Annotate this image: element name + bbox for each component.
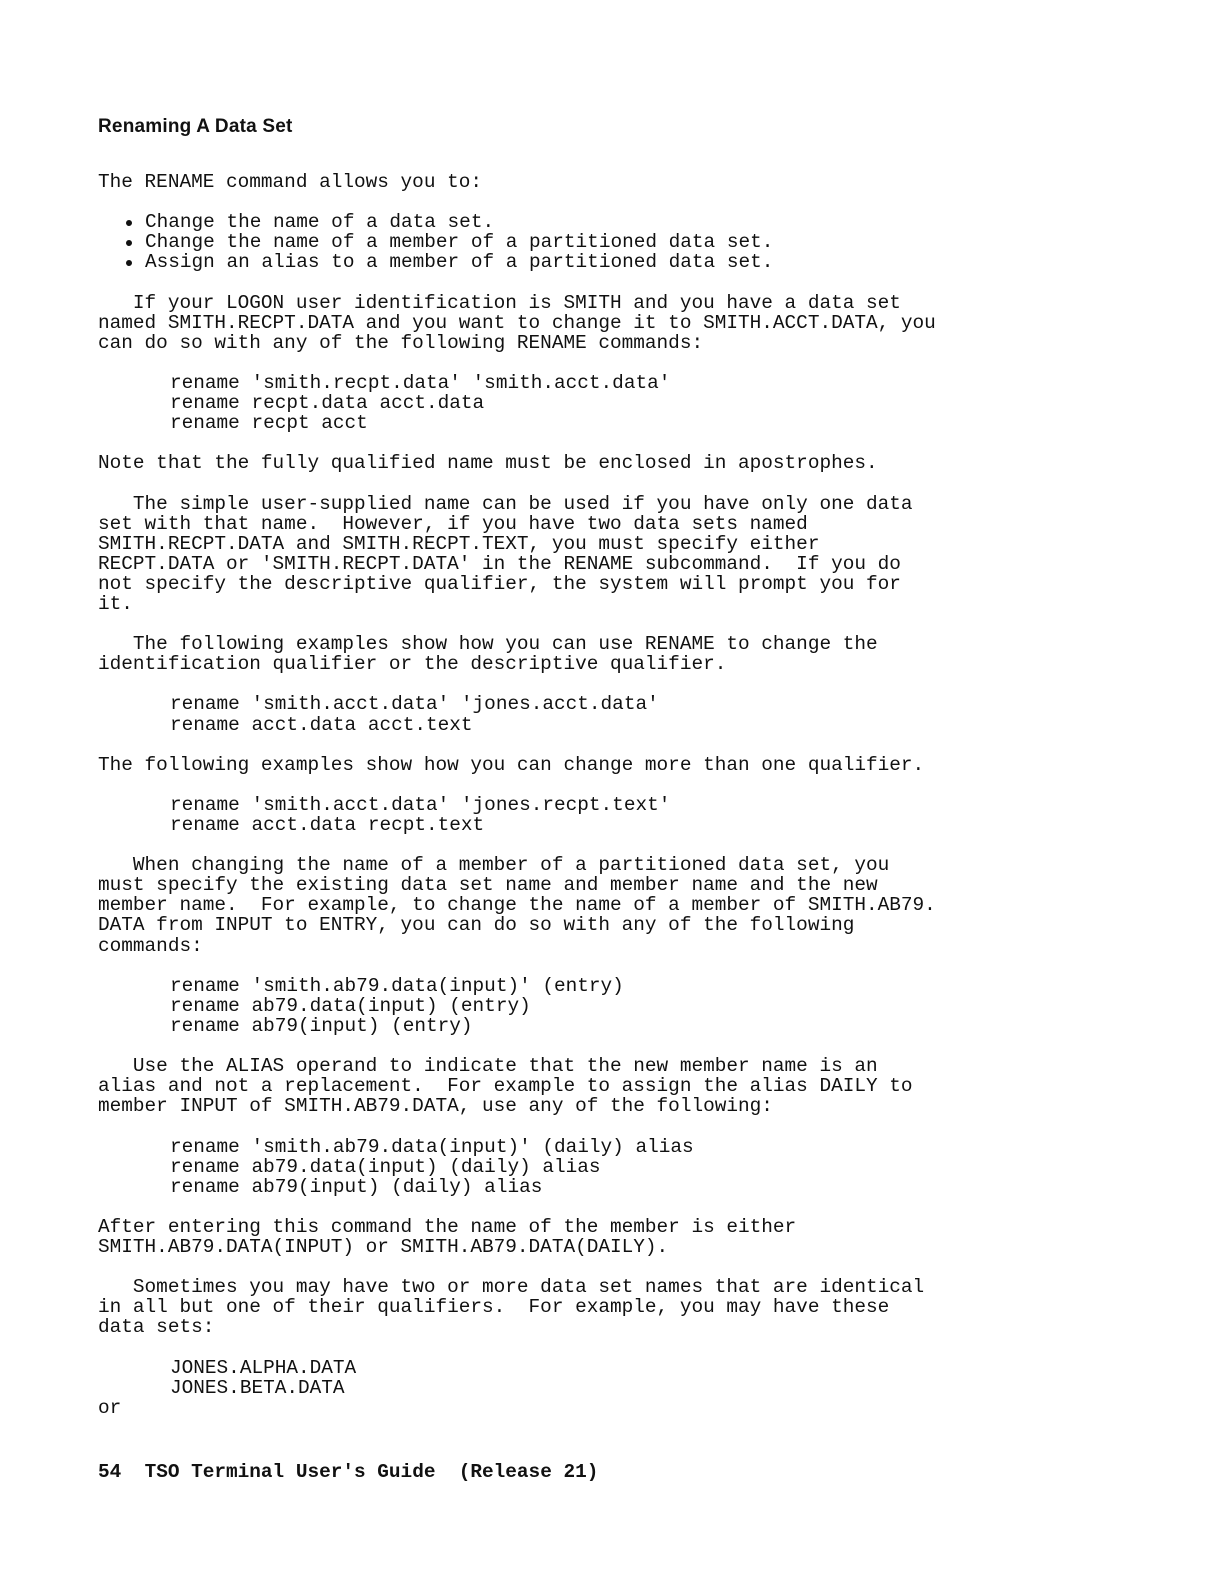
paragraph-line: SMITH.RECPT.DATA and SMITH.RECPT.TEXT, you must specify either bbox=[98, 532, 820, 555]
paragraph-line: Sometimes you may have two or more data set names that are identical bbox=[98, 1276, 925, 1299]
bullet-item: Change the name of a member of a partitioned data set. bbox=[98, 232, 1178, 252]
paragraph-line: member name. For example, to change the name of a member of SMITH.AB79. bbox=[98, 894, 936, 917]
paragraph-line: When changing the name of a member of a partitioned data set, you bbox=[98, 854, 890, 877]
page-number: 54 bbox=[98, 1461, 122, 1483]
paragraph-line: alias and not a replacement. For example to assign the alias DAILY to bbox=[98, 1075, 913, 1098]
bullet-item: Change the name of a data set. bbox=[98, 212, 1178, 232]
code-line: rename 'smith.acct.data' 'jones.recpt.text' bbox=[170, 793, 671, 816]
paragraph-line: SMITH.AB79.DATA(INPUT) or SMITH.AB79.DATA(DAILY). bbox=[98, 1235, 669, 1258]
paragraph bbox=[98, 1217, 1178, 1257]
code-line: rename ab79.data(input) (daily) alias bbox=[170, 1155, 601, 1178]
code-line: rename acct.data acct.text bbox=[170, 713, 473, 736]
paragraph-line: DATA from INPUT to ENTRY, you can do so with any of the following bbox=[98, 914, 855, 937]
paragraph-line: can do so with any of the following RENAME commands: bbox=[98, 331, 704, 354]
paragraph bbox=[98, 494, 1178, 615]
code-line: rename 'smith.acct.data' 'jones.acct.data' bbox=[170, 693, 659, 716]
code-line: rename 'smith.ab79.data(input)' (daily) alias bbox=[170, 1135, 694, 1158]
paragraph bbox=[98, 1277, 1178, 1337]
code-example bbox=[98, 1137, 1178, 1197]
trailing-text: or bbox=[98, 1396, 122, 1419]
paragraph-line: If your LOGON user identification is SMITH and you have a data set bbox=[98, 291, 901, 314]
paragraph-line: commands: bbox=[98, 934, 203, 957]
code-line: rename ab79(input) (entry) bbox=[170, 1014, 473, 1037]
bullet-item: Assign an alias to a member of a partitioned data set. bbox=[98, 252, 1178, 272]
note-text: Note that the fully qualified name must be enclosed in apostrophes. bbox=[98, 452, 878, 475]
code-line: rename 'smith.recpt.data' 'smith.acct.data' bbox=[170, 371, 671, 394]
code-line: JONES.BETA.DATA bbox=[170, 1376, 345, 1399]
intro-text: The RENAME command allows you to: bbox=[98, 171, 482, 193]
paragraph-line: After entering this command the name of the member is either bbox=[98, 1215, 797, 1238]
paragraph-line: not specify the descriptive qualifier, the system will prompt you for bbox=[98, 572, 901, 595]
code-example bbox=[98, 795, 1178, 835]
code-line: rename recpt acct bbox=[170, 412, 368, 435]
paragraph-line: The simple user-supplied name can be used if you have only one data bbox=[98, 492, 913, 515]
paragraph-line: it. bbox=[98, 592, 133, 615]
section-heading: Renaming A Data Set bbox=[98, 116, 293, 137]
paragraph-line: in all but one of their qualifiers. For example, you may have these bbox=[98, 1296, 890, 1319]
paragraph bbox=[98, 1056, 1178, 1116]
paragraph-line: data sets: bbox=[98, 1316, 215, 1339]
page-footer bbox=[98, 1461, 598, 1483]
code-line: rename acct.data recpt.text bbox=[170, 814, 485, 836]
paragraph-line: Use the ALIAS operand to indicate that the new member name is an bbox=[98, 1055, 878, 1078]
paragraph-line: named SMITH.RECPT.DATA and you want to change it to SMITH.ACCT.DATA, you bbox=[98, 311, 936, 334]
code-example bbox=[98, 976, 1178, 1036]
code-line: rename 'smith.ab79.data(input)' (entry) bbox=[170, 974, 624, 997]
code-example bbox=[98, 373, 1178, 433]
code-line: rename ab79(input) (daily) alias bbox=[170, 1175, 543, 1198]
code-example bbox=[98, 1358, 1178, 1398]
bullet-list bbox=[98, 212, 1178, 272]
code-line: rename ab79.data(input) (entry) bbox=[170, 994, 531, 1017]
code-line: rename recpt.data acct.data bbox=[170, 392, 485, 415]
paragraph-line: RECPT.DATA or 'SMITH.RECPT.DATA' in the RENAME subcommand. If you do bbox=[98, 552, 901, 575]
document-body bbox=[98, 172, 1178, 1418]
paragraph-line: The following examples show how you can use RENAME to change the bbox=[98, 633, 878, 656]
footer-title: TSO Terminal User's Guide (Release 21) bbox=[144, 1461, 599, 1483]
paragraph-line: identification qualifier or the descriptive qualifier. bbox=[98, 653, 727, 676]
paragraph bbox=[98, 634, 1178, 674]
paragraph-line: set with that name. However, if you have two data sets named bbox=[98, 512, 808, 535]
paragraph-line: must specify the existing data set name and member name and the new bbox=[98, 874, 878, 897]
code-line: JONES.ALPHA.DATA bbox=[170, 1356, 357, 1379]
code-example bbox=[98, 694, 1178, 734]
paragraph bbox=[98, 293, 1178, 353]
paragraph bbox=[98, 855, 1178, 955]
paragraph-line: member INPUT of SMITH.AB79.DATA, use any of the following: bbox=[98, 1095, 773, 1118]
paragraph-line: The following examples show how you can change more than one qualifier. bbox=[98, 753, 925, 776]
